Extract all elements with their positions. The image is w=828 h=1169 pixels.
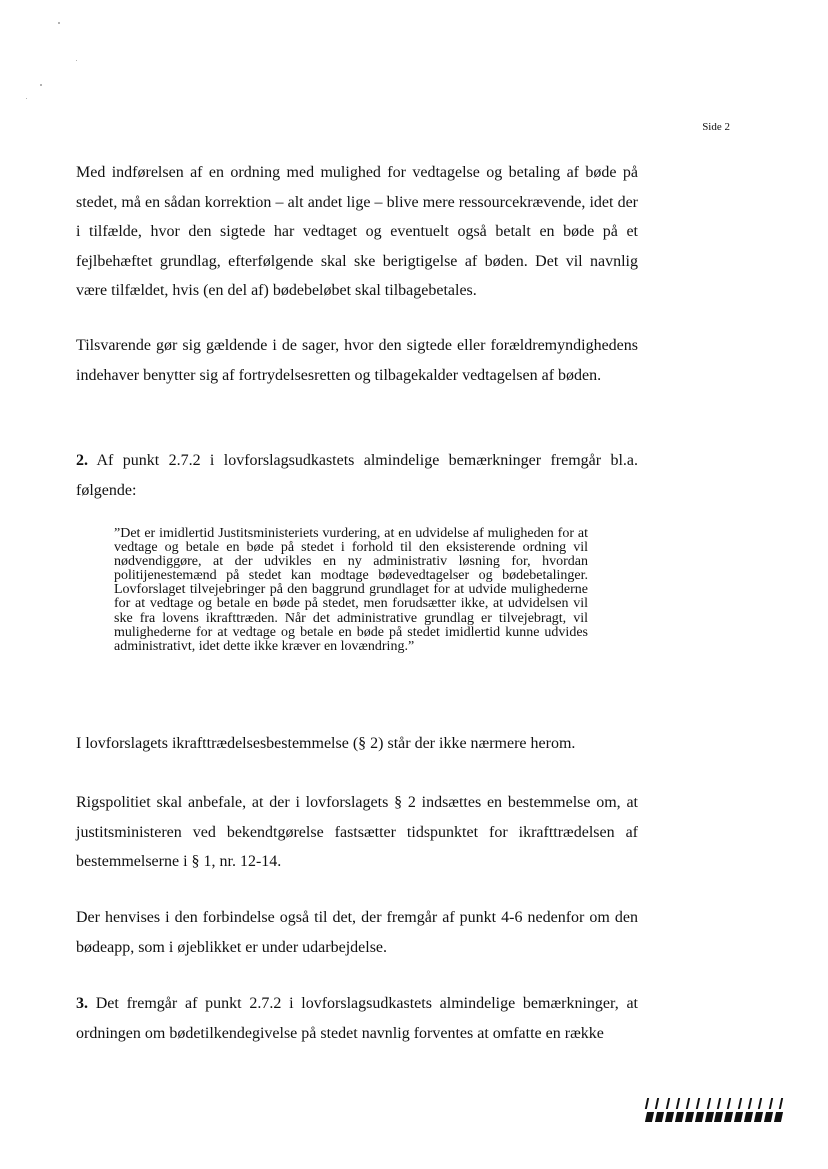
paragraph-section-3 (76, 989, 638, 1048)
section-text: Af punkt 2.7.2 i lovforslagsudkastets almindelige bemærkninger fremgår bl.a. følgende: (76, 452, 638, 499)
scan-speck (40, 84, 42, 86)
page-number: Side 2 (702, 121, 730, 133)
scan-speck (58, 22, 60, 24)
paragraph-section-2 (76, 446, 638, 505)
section-text: Det fremgår af punkt 2.7.2 i lovforslagsudkastets almindelige bemærkninger, at ordningen om bødetilkendegivelse på stedet navnlig forventes at omfatte en række (76, 995, 639, 1042)
barcode-icon (646, 1098, 782, 1122)
paragraph-recommendation: Rigspolitiet skal anbefale, at der i lovforslagets § 2 indsættes en bestemmelse om, at justitsministeren ved bekendtgørelse fastsætter tidspunktet for ikrafttrædelsen af bestemmelserne i § 1, nr. 12-14. (76, 794, 638, 870)
section-number: 3. (76, 995, 88, 1012)
block-quote: ”Det er imidlertid Justitsministeriets vurdering, at en udvidelse af muligheden for at vedtage og betale en bøde på stedet i forhold til den eksisterende ordning vil nødvendiggøre, at der udvikles en ny administrativ løsning for, hvordan politijenestemænd på stedet kan modtage bødevedtagelser og bødebetalinger. Lovforslaget tilvejebringer på den baggrund grundlaget for at udvide mulighederne for at vedtage og betale en bøde på stedet, men forudsætter ikke, at udvidelsen vil ske fra lovens ikrafttræden. Når det administrative grundlag er tilvejebragt, vil mulighederne for at vedtage og betale en bøde på stedet imidlertid kunne udvides administrativt, idet dette ikke kræver en lovændring.” (114, 526, 588, 654)
barcode-top-row (646, 1098, 782, 1109)
paragraph-correction: Med indførelsen af en ordning med mulighed for vedtagelse og betaling af bøde på stedet, må en sådan korrektion – alt andet lige – blive mere ressourcekrævende, idet der i tilfælde, hvor den sigtede har vedtaget og eventuelt også betalt en bøde på et fejlbehæftet grundlag, efterfølgende skal ske berigtigelse af bøden. Det vil navnlig være tilfældet, hvis (en del af) bødebeløbet skal tilbagebetales. (76, 164, 638, 299)
paragraph-reference: Der henvises i den forbindelse også til det, der fremgår af punkt 4-6 nedenfor om den bødeapp, som i øjeblikket er under udarbejdelse. (76, 909, 638, 956)
scan-speck (76, 60, 77, 61)
paragraph-revocation: Tilsvarende gør sig gældende i de sager, hvor den sigtede eller forældremyndighedens indehaver benytter sig af fortrydelsesretten og tilbagekalder vedtagelsen af bøden. (76, 337, 638, 384)
scan-speck (26, 98, 27, 99)
paragraph-commencement: I lovforslagets ikrafttrædelsesbestemmelse (§ 2) står der ikke nærmere herom. (76, 735, 576, 752)
barcode-bottom-row (646, 1112, 782, 1122)
section-number: 2. (76, 452, 88, 469)
